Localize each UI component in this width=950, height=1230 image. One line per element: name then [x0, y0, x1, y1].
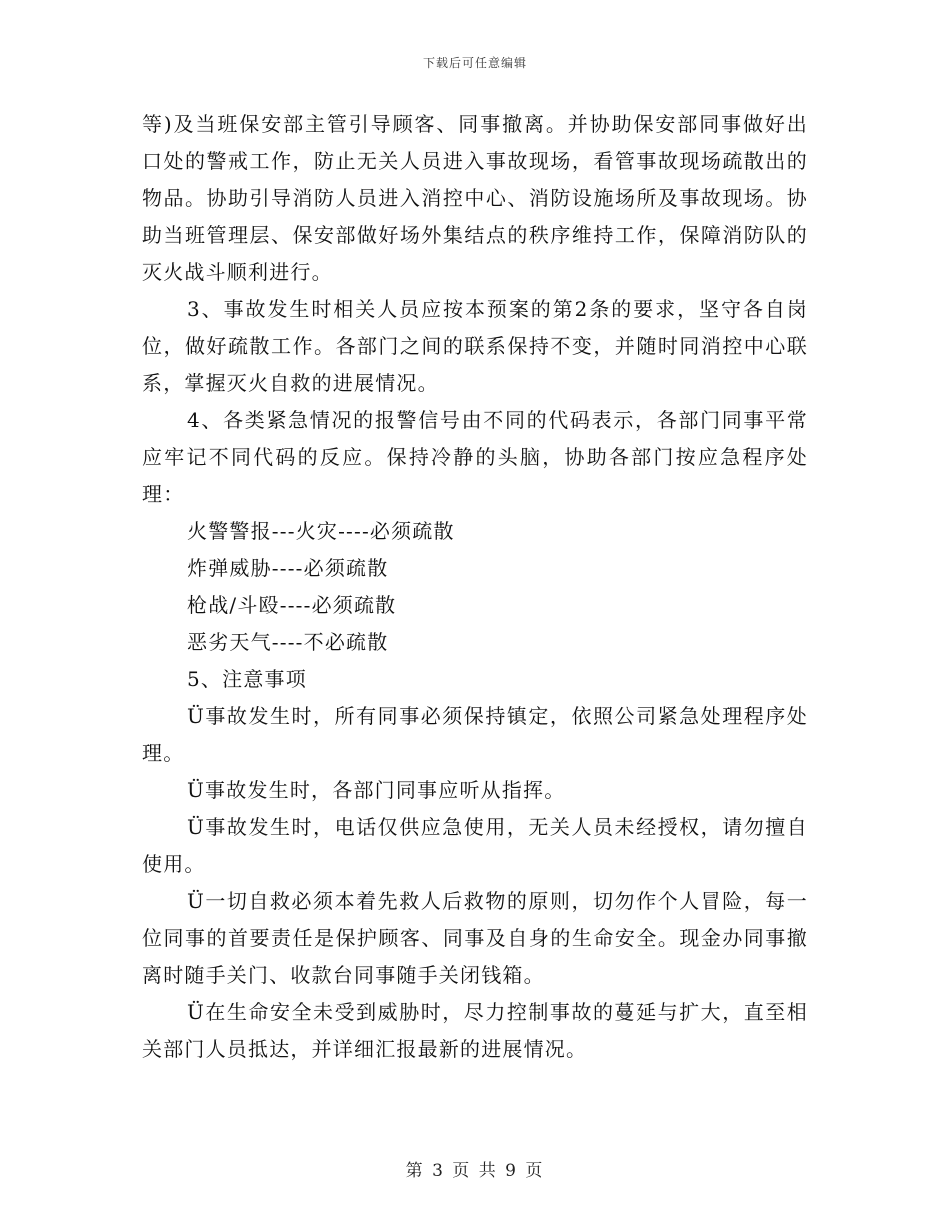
note-item-4: Ü一切自救必须本着先救人后救物的原则，切勿作个人冒险，每一位同事的首要责任是保护顾客、同事及自身的生命安全。现金办同事撤离时随手关门、收款台同事随手关闭钱箱。: [142, 889, 808, 987]
paragraph-item-4: 4、各类紧急情况的报警信号由不同的代码表示，各部门同事平常应牢记不同代码的反应。保持冷静的头脑，协助各部门按应急程序处理：: [142, 408, 808, 506]
document-body: [142, 106, 808, 1068]
alarm-code-fire: 火警警报---火灾----必须疏散: [187, 519, 455, 543]
note-item-2: Ü事故发生时，各部门同事应听从指挥。: [187, 778, 566, 802]
alarm-code-bomb: 炸弹威胁----必须疏散: [187, 556, 389, 580]
note-item-5: Ü在生命安全未受到威胁时，尽力控制事故的蔓延与扩大，直至相关部门人员抵达，并详细汇报最新的进展情况。: [142, 1000, 808, 1061]
page-number: 第 3 页 共 9 页: [405, 1161, 545, 1181]
paragraph-item-3: 3、事故发生时相关人员应按本预案的第2条的要求，坚守各自岗位，做好疏散工作。各部门之间的联系保持不变，并随时同消控中心联系，掌握灭火自救的进展情况。: [142, 297, 808, 395]
header-note: 下载后可任意编辑: [422, 56, 527, 70]
alarm-code-weather: 恶劣天气----不必疏散: [187, 630, 389, 654]
note-item-1: Ü事故发生时，所有同事必须保持镇定，依照公司紧急处理程序处理。: [142, 704, 808, 765]
paragraph-continuation: 等)及当班保安部主管引导顾客、同事撤离。并协助保安部同事做好出口处的警戒工作，防止无关人员进入事故现场，看管事故现场疏散出的物品。协助引导消防人员进入消控中心、消防设施场所及事故现场。协助当班管理层、保安部做好场外集结点的秩序维持工作，保障消防队的灭火战斗顺利进行。: [142, 112, 808, 284]
alarm-code-fight: 枪战/斗殴----必须疏散: [187, 593, 397, 617]
note-item-3: Ü事故发生时，电话仅供应急使用，无关人员未经授权，请勿擅自使用。: [142, 815, 808, 876]
section-heading-notes: 5、注意事项: [187, 667, 307, 691]
